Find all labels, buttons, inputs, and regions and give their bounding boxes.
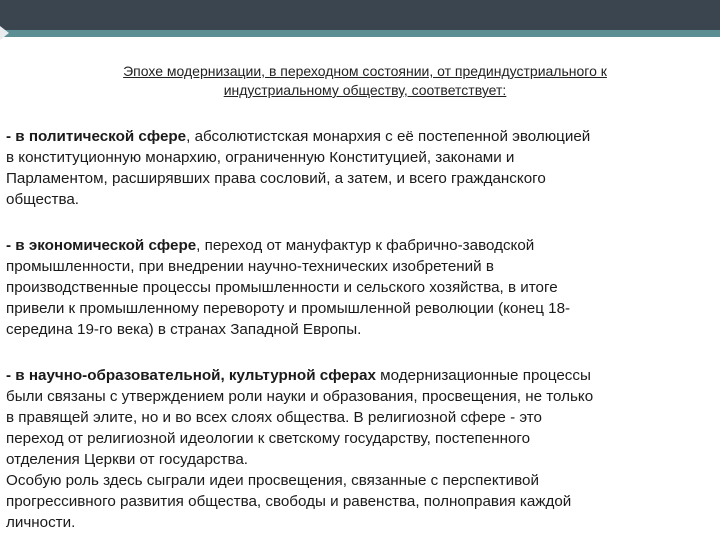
paragraph-economic [6,235,714,340]
cultural-sphere-text: модернизационные процессы были связаны с утверждением роли науки и образования, просвещения, не только в правящей элите, но и во всех слоях общества. В религиозной сфере - это переход от религиозной идеологии к светскому государству, постепенного отделения Церкви от государства. Особую роль здесь сыграли идеи просвещения, связанные с перспективой прогрессивного развития общества, свободы и равенства, полноправия каждой личности. [6,367,594,531]
top-banner [0,0,720,30]
political-sphere-text: , абсолютистская монархия с её постепенной эволюцией в конституционную монархию, ограниченную Конституцией, законами и Парламентом, расширявших права сословий, а затем, и всего гражданского общества. [6,128,591,208]
economic-sphere-text: , переход от мануфактур к фабрично-заводской промышленности, при внедрении научно-технических изобретений в производственные процессы промышленности и сельского хозяйства, в итоге привели к промышленному перевороту и промышленной революции (конец 18- середина 19-го века) в странах Западной Европы. [6,237,571,338]
paragraph-cultural [6,365,714,533]
heading-line-1: Эпохе модернизации, в переходном состоянии, от прединдустриального к [123,63,607,79]
heading-line-2: индустриальному обществу, соответствует: [223,82,507,98]
political-sphere-label: - в политической сфере [6,128,187,145]
accent-stripe [0,30,720,37]
corner-arrow-icon [0,26,9,40]
paragraph-political [6,126,714,210]
cultural-sphere-label: - в научно-образовательной, культурной сферах [6,367,376,384]
slide-heading [40,62,690,100]
economic-sphere-label: - в экономической сфере [6,237,197,254]
